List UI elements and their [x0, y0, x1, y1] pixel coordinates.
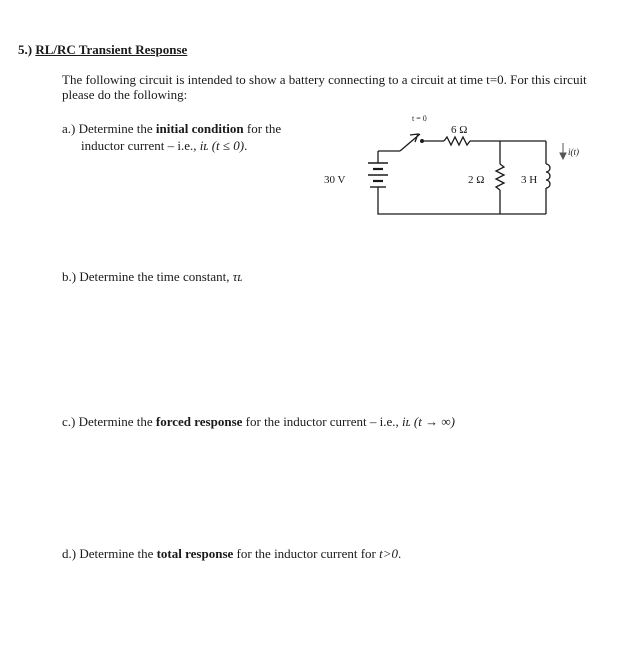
question-b-text: Determine the time constant, — [79, 269, 230, 284]
question-a-line2: inductor current – i.e., — [81, 138, 197, 153]
question-d-bold: total response — [156, 546, 234, 561]
r2-label: 2 Ω — [468, 174, 485, 186]
problem-heading — [18, 42, 187, 58]
resistor-2-ohm — [496, 164, 504, 190]
question-c-label: c.) — [62, 414, 76, 429]
question-b-label: b.) — [62, 269, 77, 284]
source-label: 30 V — [324, 174, 346, 186]
problem-number: 5.) — [18, 42, 33, 57]
question-c-bold: forced response — [155, 414, 243, 429]
question-a-math: iʟ (t ≤ 0) — [199, 138, 245, 153]
question-a-pre: Determine the — [78, 121, 156, 136]
l-label: 3 H — [521, 174, 538, 186]
wire-left-bottom — [378, 187, 546, 214]
question-d-pre: Determine the — [79, 546, 157, 561]
switch-label: t = 0 — [412, 114, 427, 123]
question-a-bold: initial condition — [155, 121, 244, 136]
intro-paragraph: The following circuit is intended to show a battery connecting to a circuit at time t=0. For this circuit please do the following: — [62, 72, 587, 102]
inductor-3h — [546, 164, 550, 188]
question-a-end: . — [244, 138, 248, 153]
current-arrow-icon — [560, 143, 566, 159]
resistor-6-ohm — [444, 137, 470, 145]
r1-label: 6 Ω — [451, 124, 468, 136]
question-d-post: for the inductor current for — [233, 546, 376, 561]
question-d-label: d.) — [62, 546, 77, 561]
question-d — [62, 545, 401, 562]
question-d-math: t>0 — [379, 546, 399, 561]
battery-source — [368, 163, 388, 187]
question-c-math: iʟ (t → ∞) — [401, 414, 455, 429]
problem-title: RL/RC Transient Response — [35, 42, 188, 57]
circuit-diagram — [318, 104, 598, 222]
question-c-pre: Determine the — [78, 414, 156, 429]
question-a-post: for the — [243, 121, 282, 136]
question-b-math: τʟ — [232, 269, 243, 284]
current-label: i(t) — [568, 147, 579, 157]
question-a — [62, 120, 312, 154]
question-b — [62, 268, 243, 285]
question-d-end: . — [398, 546, 402, 561]
question-c-post: for the inductor current – i.e., — [242, 414, 399, 429]
question-c — [62, 413, 455, 430]
question-a-label: a.) — [62, 121, 76, 136]
